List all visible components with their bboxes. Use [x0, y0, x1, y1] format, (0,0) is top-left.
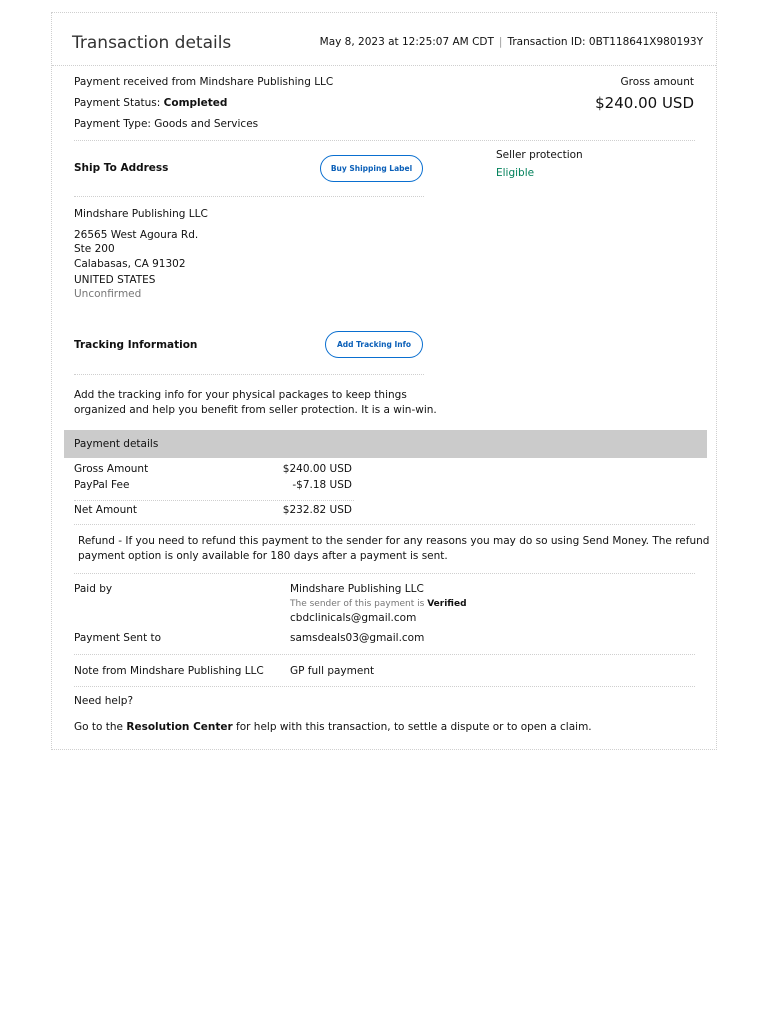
help-text-suffix: for help with this transaction, to settle a dispute or to open a claim.: [236, 721, 592, 733]
tracking-text-line1: Add the tracking info for your physical packages to keep things: [74, 389, 407, 401]
ship-country: UNITED STATES: [74, 274, 156, 286]
paypal-fee-row-label: PayPal Fee: [74, 479, 130, 491]
payment-details-bar: [64, 430, 707, 458]
note-value: GP full payment: [290, 665, 375, 677]
ship-address-line1: 26565 West Agoura Rd.: [74, 229, 199, 241]
resolution-center-link[interactable]: Resolution Center: [126, 721, 233, 733]
ship-address-line2: Ste 200: [74, 243, 115, 255]
sender-verified-value: Verified: [427, 599, 467, 609]
gross-amount-label: Gross amount: [620, 76, 694, 88]
help-text-prefix: Go to the: [74, 721, 124, 733]
sent-to-divider: [74, 654, 695, 655]
seller-protection-value: Eligible: [496, 167, 535, 179]
seller-protection-label: Seller protection: [496, 149, 583, 161]
need-help-heading: Need help?: [74, 695, 134, 707]
refund-divider: [74, 573, 695, 574]
payment-status-value: Completed: [163, 97, 228, 109]
payment-sent-to-email: samsdeals03@gmail.com: [290, 632, 425, 644]
transaction-id: Transaction ID: 0BT118641X980193Y: [507, 36, 703, 48]
received-from: Payment received from Mindshare Publishing LLC: [74, 76, 334, 88]
transaction-datetime: May 8, 2023 at 12:25:07 AM CDT: [319, 36, 494, 48]
buy-shipping-label-button[interactable]: Buy Shipping Label: [320, 155, 423, 182]
paid-by-email: cbdclinicals@gmail.com: [290, 612, 417, 624]
ship-heading-divider: [74, 196, 424, 197]
refund-text-line1: Refund - If you need to refund this payment to the sender for any reasons you may do so using Send Money. The refund: [78, 535, 710, 547]
tracking-heading-divider: [74, 374, 424, 375]
paypal-fee-row-value: -$7.18 USD: [292, 479, 352, 491]
gross-amount-row-label: Gross Amount: [74, 463, 149, 475]
payment-status-label: Payment Status:: [74, 97, 161, 109]
help-text: [74, 720, 592, 734]
meta-separator: |: [498, 36, 503, 48]
net-amount-row-label: Net Amount: [74, 504, 138, 516]
ship-address-line3: Calabasas, CA 91302: [74, 258, 186, 270]
note-label: Note from Mindshare Publishing LLC: [74, 665, 264, 677]
transaction-meta: [320, 36, 703, 48]
tracking-heading: Tracking Information: [74, 339, 198, 351]
net-amount-row-value: $232.82 USD: [282, 504, 352, 516]
ship-to-heading: Ship To Address: [74, 162, 169, 174]
tracking-text-line2: organized and help you benefit from seller protection. It is a win-win.: [74, 404, 437, 416]
payment-status: [74, 96, 227, 110]
gross-amount-value: $240.00 USD: [595, 94, 694, 112]
sender-verified: [290, 598, 467, 610]
refund-text-line2: payment option is only available for 180 days after a payment is sent.: [78, 550, 448, 562]
net-divider: [74, 524, 695, 525]
paid-by-name: Mindshare Publishing LLC: [290, 583, 424, 595]
payment-type: Payment Type: Goods and Services: [74, 118, 259, 130]
gross-amount-row-value: $240.00 USD: [282, 463, 352, 475]
page-title: Transaction details: [72, 33, 232, 53]
ship-address-status: Unconfirmed: [74, 288, 142, 300]
fee-divider: [74, 500, 354, 501]
paid-by-label: Paid by: [74, 583, 113, 595]
transaction-details-card: [51, 12, 717, 750]
note-divider: [74, 686, 695, 687]
payment-details-heading: Payment details: [74, 438, 159, 450]
payment-sent-to-label: Payment Sent to: [74, 632, 162, 644]
add-tracking-info-button[interactable]: Add Tracking Info: [325, 331, 423, 358]
summary-divider: [74, 140, 695, 141]
sender-verified-prefix: The sender of this payment is: [290, 599, 425, 609]
header-divider: [52, 65, 716, 66]
ship-name: Mindshare Publishing LLC: [74, 208, 208, 220]
